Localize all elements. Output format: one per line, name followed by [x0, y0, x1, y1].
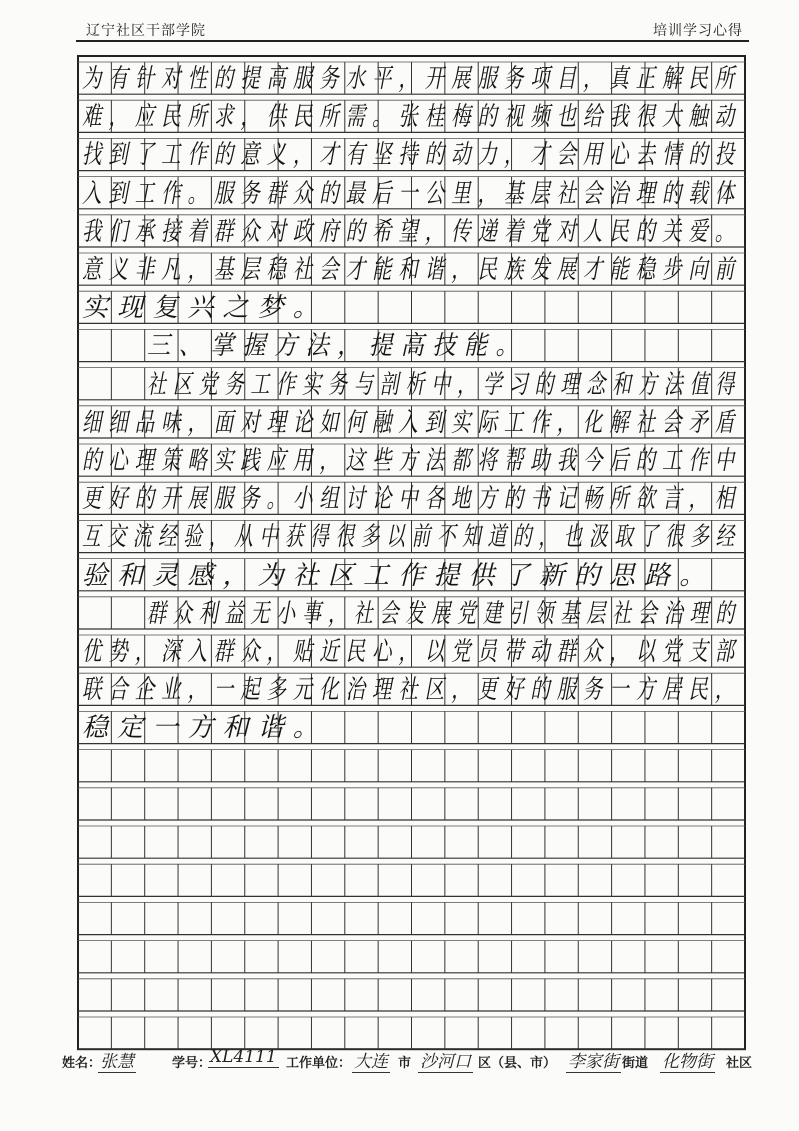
city-label: 市 [398, 1056, 412, 1071]
signature-footer [62, 1047, 762, 1076]
essay-line: 验和灵感，为社区工作提供了新的思路。 [82, 560, 715, 591]
essay-line: 细细品味，面对理论如何融入到实际工作，化解社会矛盾 [82, 407, 742, 438]
community-value: 化物街 [660, 1047, 715, 1073]
essay-line: 更好的开展服务。小组讨论中各地方的书记畅所欲言，相 [82, 484, 742, 515]
section-heading-line: 三、掌握方法，提高技能。 [146, 331, 527, 362]
essay-line: 群众利益无小事，社会发展党建引领基层社会治理的 [146, 598, 741, 629]
essay-line: 互交流经验，从中获得很多以前不知道的，也汲取了很多经 [82, 522, 741, 553]
essay-line: 找到了工作的意义，才有坚持的动力，才会用心去情的投 [82, 140, 742, 171]
community-label: 社区 [726, 1056, 753, 1071]
essay-line: 联合企业，一起多元化治理社区，更好的服务一方居民， [82, 675, 742, 706]
student-id-label: 学号： [172, 1056, 212, 1071]
street-label: 街道 [622, 1056, 649, 1071]
essay-line: 的心理策略实践应用，这些方法都将帮助我今后的工作中 [82, 446, 742, 476]
essay-line: 我们承接着群众对政府的希望，传递着党对人民的关爱。 [82, 216, 742, 247]
essay-line: 社区党务工作实务与剖析中，学习的理念和方法值得 [146, 369, 741, 400]
institution-name: 辽宁社区干部学院 [86, 23, 206, 39]
district-label: 区（县、市） [478, 1056, 557, 1071]
name-value: 张慧 [98, 1047, 136, 1073]
essay-line: 优势，深入群众，贴近民心，以党员带动群众，以党支部 [82, 637, 742, 667]
name-label: 姓名： [62, 1056, 102, 1071]
essay-line: 难，应民所求，供民所需。张桂梅的视频也给我很大触动 [82, 102, 742, 133]
city-value: 大连 [352, 1047, 390, 1073]
essay-line: 入到工作。服务群众的最后一公里，基层社会治理的载体 [82, 178, 742, 209]
essay-line: 稳定一方和谐。 [82, 713, 328, 744]
essay-line: 为有针对性的提高服务水平，开展服务项目，真正解民所 [82, 64, 742, 94]
essay-line: 实现复兴之梦。 [82, 293, 328, 324]
essay-line: 意义非凡，基层稳社会才能和谐，民族发展才能稳步向前 [82, 255, 742, 285]
district-value: 沙河口 [418, 1047, 473, 1073]
document-type: 培训学习心得 [653, 23, 743, 39]
student-id-value: XL4111 [210, 1047, 277, 1067]
work-unit-label: 工作单位： [286, 1056, 352, 1071]
street-value: 李家街 [566, 1047, 621, 1073]
